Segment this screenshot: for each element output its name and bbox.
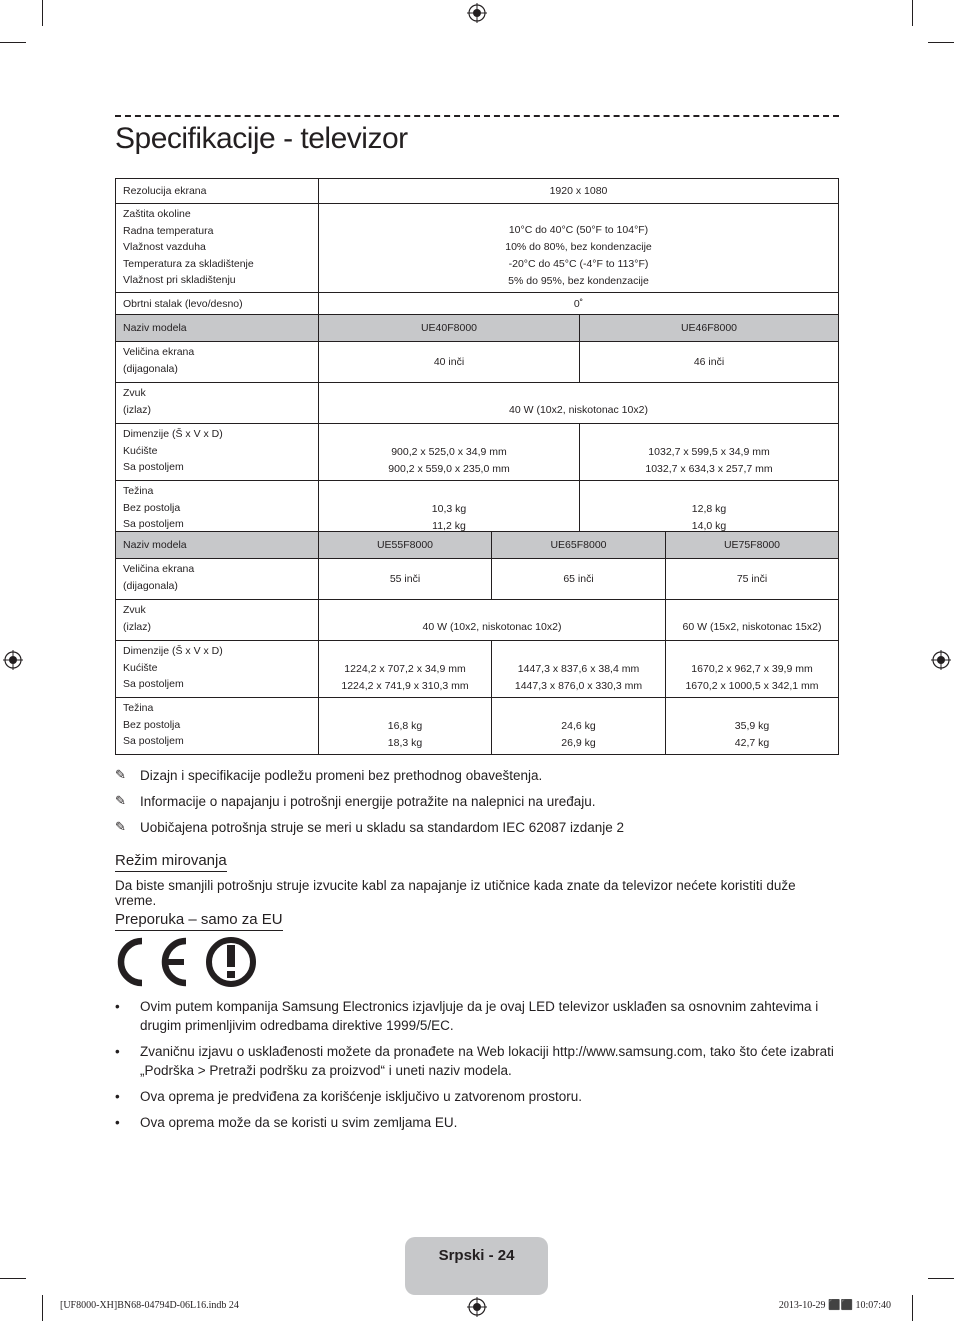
model-header-label: Naziv modela [116, 532, 319, 559]
table-row [116, 179, 839, 204]
spec-table-models-b [115, 531, 839, 755]
spec-value: 60 W (15x2, niskotonac 15x2) [666, 600, 839, 641]
spec-value: 75 inči [666, 559, 839, 600]
spec-value: 10% do 80%, bez kondenzacije [505, 241, 652, 253]
note-text: Uobičajena potrošnja struje se meri u skladu sa standardom IEC 62087 izdanje 2 [140, 819, 625, 835]
spec-label: Radna temperatura [123, 224, 214, 237]
spec-value: 1447,3 x 837,6 x 38,4 mm [517, 663, 640, 675]
note-text: Dizajn i specifikacije podležu promeni bez prethodnog obaveštenja. [140, 767, 543, 783]
spec-label: Temperatura za skladištenje [123, 257, 254, 270]
list-item [115, 997, 839, 1035]
spec-value: 40 inči [319, 342, 580, 383]
crop-mark [42, 0, 43, 26]
spec-value: 14,0 kg [691, 520, 727, 532]
spec-label-group [116, 600, 319, 641]
crop-mark [42, 1295, 43, 1321]
spec-value-group [666, 641, 839, 698]
spec-value-group [492, 641, 666, 698]
pencil-note-icon: ✎ [115, 793, 126, 808]
note-item [115, 788, 839, 814]
spec-label-group [116, 342, 319, 383]
spec-label-group [116, 204, 319, 293]
table-row [116, 293, 839, 317]
note-item [115, 762, 839, 788]
spec-value-group [319, 204, 839, 293]
spec-value: 1032,7 x 599,5 x 34,9 mm [648, 446, 770, 458]
crop-mark [0, 1278, 26, 1279]
spec-value: 35,9 kg [734, 720, 770, 732]
title-dashed-rule [115, 115, 839, 117]
spec-label: Dimenzije (Š x V x D) [123, 645, 223, 657]
spec-label-group [116, 559, 319, 600]
model-name: UE46F8000 [580, 315, 839, 342]
spec-label: Sa postoljem [123, 735, 184, 747]
spec-label: Veličina ekrana [123, 563, 195, 575]
bullet-text: Ovim putem kompanija Samsung Electronics izjavljuje da je ovaj LED televizor usklađen sa osnovnim zahtevima i drugim primenljivim odredbama direktive 1999/5/EC. [140, 999, 819, 1033]
spec-value: 12,8 kg [691, 503, 727, 515]
spec-label: Veličina ekrana [123, 346, 195, 358]
print-file-info: [UF8000-XH]BN68-04794D-06L16.indb 24 [60, 1300, 239, 1311]
model-name: UE65F8000 [492, 532, 666, 559]
table-header-row [116, 532, 839, 559]
print-date-info: 2013-10-29 ⬛⬛ 10:07:40 [778, 1300, 891, 1311]
bullet-icon: • [115, 1044, 120, 1059]
spec-label: Kućište [123, 661, 158, 674]
spec-value: 18,3 kg [387, 737, 423, 749]
registration-mark-icon [931, 650, 951, 670]
spec-value: -20°C do 45°C (-4°F to 113°F) [508, 258, 649, 270]
page-number-tab: Srpski - 24 [405, 1237, 548, 1295]
crop-mark [928, 42, 954, 43]
list-item [115, 1042, 839, 1080]
spec-value: 46 inči [580, 342, 839, 383]
spec-value: 26,9 kg [561, 737, 596, 749]
table-row [116, 698, 839, 755]
spec-label-group [116, 641, 319, 698]
spec-label-group [116, 698, 319, 755]
registration-mark-icon [467, 3, 487, 23]
table-row [116, 342, 839, 383]
note-item [115, 814, 839, 840]
spec-label: Obrtni stalak (levo/desno) [116, 293, 319, 317]
spec-label: (izlaz) [123, 403, 151, 416]
spec-value: 1670,2 x 962,7 x 39,9 mm [691, 663, 813, 675]
model-name: UE55F8000 [319, 532, 492, 559]
spec-value: 42,7 kg [734, 737, 770, 749]
table-row [116, 600, 839, 641]
bullet-icon: • [115, 1115, 120, 1130]
spec-label: (dijagonala) [123, 579, 178, 592]
table-row [116, 424, 839, 481]
spec-value: 24,6 kg [561, 720, 596, 732]
spec-label: Bez postolja [123, 718, 181, 731]
bullet-icon: • [115, 999, 120, 1014]
spec-label: Zaštita okoline [123, 208, 191, 220]
spec-value: 65 inči [492, 559, 666, 600]
recommendation-bullets [115, 997, 839, 1139]
spec-value: 0˚ [319, 293, 839, 317]
table-row [116, 559, 839, 600]
standby-text: Da biste smanjili potrošnju struje izvucite kabl za napajanje iz utičnice kada znate da televizor nećete koristiti duže vreme. [115, 878, 796, 908]
compliance-logos [115, 935, 260, 994]
spec-value: 5% do 95%, bez kondenzacije [508, 275, 649, 287]
spec-value: 11,2 kg [432, 520, 466, 532]
spec-value: 1224,2 x 707,2 x 34,9 mm [344, 663, 466, 675]
spec-value-group [319, 698, 492, 755]
page-title: Specifikacije - televizor [115, 122, 408, 155]
spec-label: (dijagonala) [123, 362, 178, 375]
spec-label: Kućište [123, 444, 158, 457]
table-row [116, 641, 839, 698]
ce-mark-icon [115, 935, 260, 989]
spec-value: 1224,2 x 741,9 x 310,3 mm [341, 680, 469, 692]
spec-label: Bez postolja [123, 501, 181, 514]
spec-value: 10,3 kg [431, 503, 467, 515]
list-item [115, 1113, 839, 1132]
spec-value-group [319, 424, 580, 481]
pencil-note-icon: ✎ [115, 767, 126, 782]
spec-label: Težina [123, 485, 154, 497]
spec-value: 900,2 x 559,0 x 235,0 mm [388, 463, 510, 475]
spec-value-group [580, 481, 839, 538]
spec-table-models-a [115, 314, 839, 538]
spec-label: Sa postoljem [123, 461, 184, 473]
spec-value-group [580, 424, 839, 481]
crop-mark [912, 1295, 913, 1321]
spec-value: 1447,3 x 876,0 x 330,3 mm [514, 680, 643, 692]
spec-label: (izlaz) [123, 620, 151, 633]
spec-label: Težina [123, 702, 154, 714]
pencil-note-icon: ✎ [115, 819, 126, 834]
spec-value: 16,8 kg [387, 720, 423, 732]
section-title-recommendation: Preporuka – samo za EU [115, 911, 283, 931]
spec-label: Vlažnost vazduha [123, 241, 206, 253]
table-row [116, 204, 839, 293]
crop-mark [912, 0, 913, 26]
section-title-standby: Režim mirovanja [115, 852, 227, 872]
spec-label-group [116, 424, 319, 481]
registration-mark-icon [3, 650, 23, 670]
table-header-row [116, 315, 839, 342]
spec-label: Vlažnost pri skladištenju [123, 274, 236, 286]
bullet-text: Ova oprema može da se koristi u svim zemljama EU. [140, 1115, 458, 1130]
crop-mark [0, 42, 26, 43]
bullet-text: Zvaničnu izjavu o usklađenosti možete da pronađete na Web lokaciji http://www.samsung.com, tako što ćete izabrati „Podrška > Pretraži podršku za proizvod“ i uneti naziv modela. [140, 1044, 834, 1078]
spec-value: 1032,7 x 634,3 x 257,7 mm [645, 463, 773, 475]
spec-value: 55 inči [319, 559, 492, 600]
spec-label-group [116, 481, 319, 538]
spec-value: 10°C do 40°C (50°F to 104°F) [508, 224, 649, 236]
bullet-icon: • [115, 1089, 120, 1104]
spec-table-general [115, 178, 839, 317]
registration-mark-icon [467, 1297, 487, 1317]
note-text: Informacije o napajanju i potrošnji energije potražite na nalepnici na uređaju. [140, 793, 596, 809]
spec-label: Sa postoljem [123, 518, 184, 530]
model-header-label: Naziv modela [116, 315, 319, 342]
spec-value: 1670,2 x 1000,5 x 342,1 mm [685, 680, 819, 692]
spec-label: Zvuk [123, 604, 146, 616]
crop-mark [928, 1278, 954, 1279]
spec-label: Rezolucija ekrana [116, 179, 319, 204]
spec-value-group [492, 698, 666, 755]
notes-list [115, 762, 839, 840]
model-name: UE75F8000 [666, 532, 839, 559]
spec-value: 40 W (10x2, niskotonac 10x2) [319, 383, 839, 424]
spec-value: 1920 x 1080 [319, 179, 839, 204]
spec-value-group [319, 641, 492, 698]
spec-label: Dimenzije (Š x V x D) [123, 428, 223, 440]
spec-value-group [319, 481, 580, 538]
spec-label: Zvuk [123, 387, 146, 399]
spec-value: 40 W (10x2, niskotonac 10x2) [319, 600, 666, 641]
model-name: UE40F8000 [319, 315, 580, 342]
bullet-text: Ova oprema je predviđena za korišćenje isključivo u zatvorenom prostoru. [140, 1089, 582, 1104]
table-row [116, 383, 839, 424]
list-item [115, 1087, 839, 1106]
table-row [116, 481, 839, 538]
spec-label: Sa postoljem [123, 678, 184, 690]
spec-value-group [666, 698, 839, 755]
spec-label-group [116, 383, 319, 424]
spec-value: 900,2 x 525,0 x 34,9 mm [391, 446, 507, 458]
